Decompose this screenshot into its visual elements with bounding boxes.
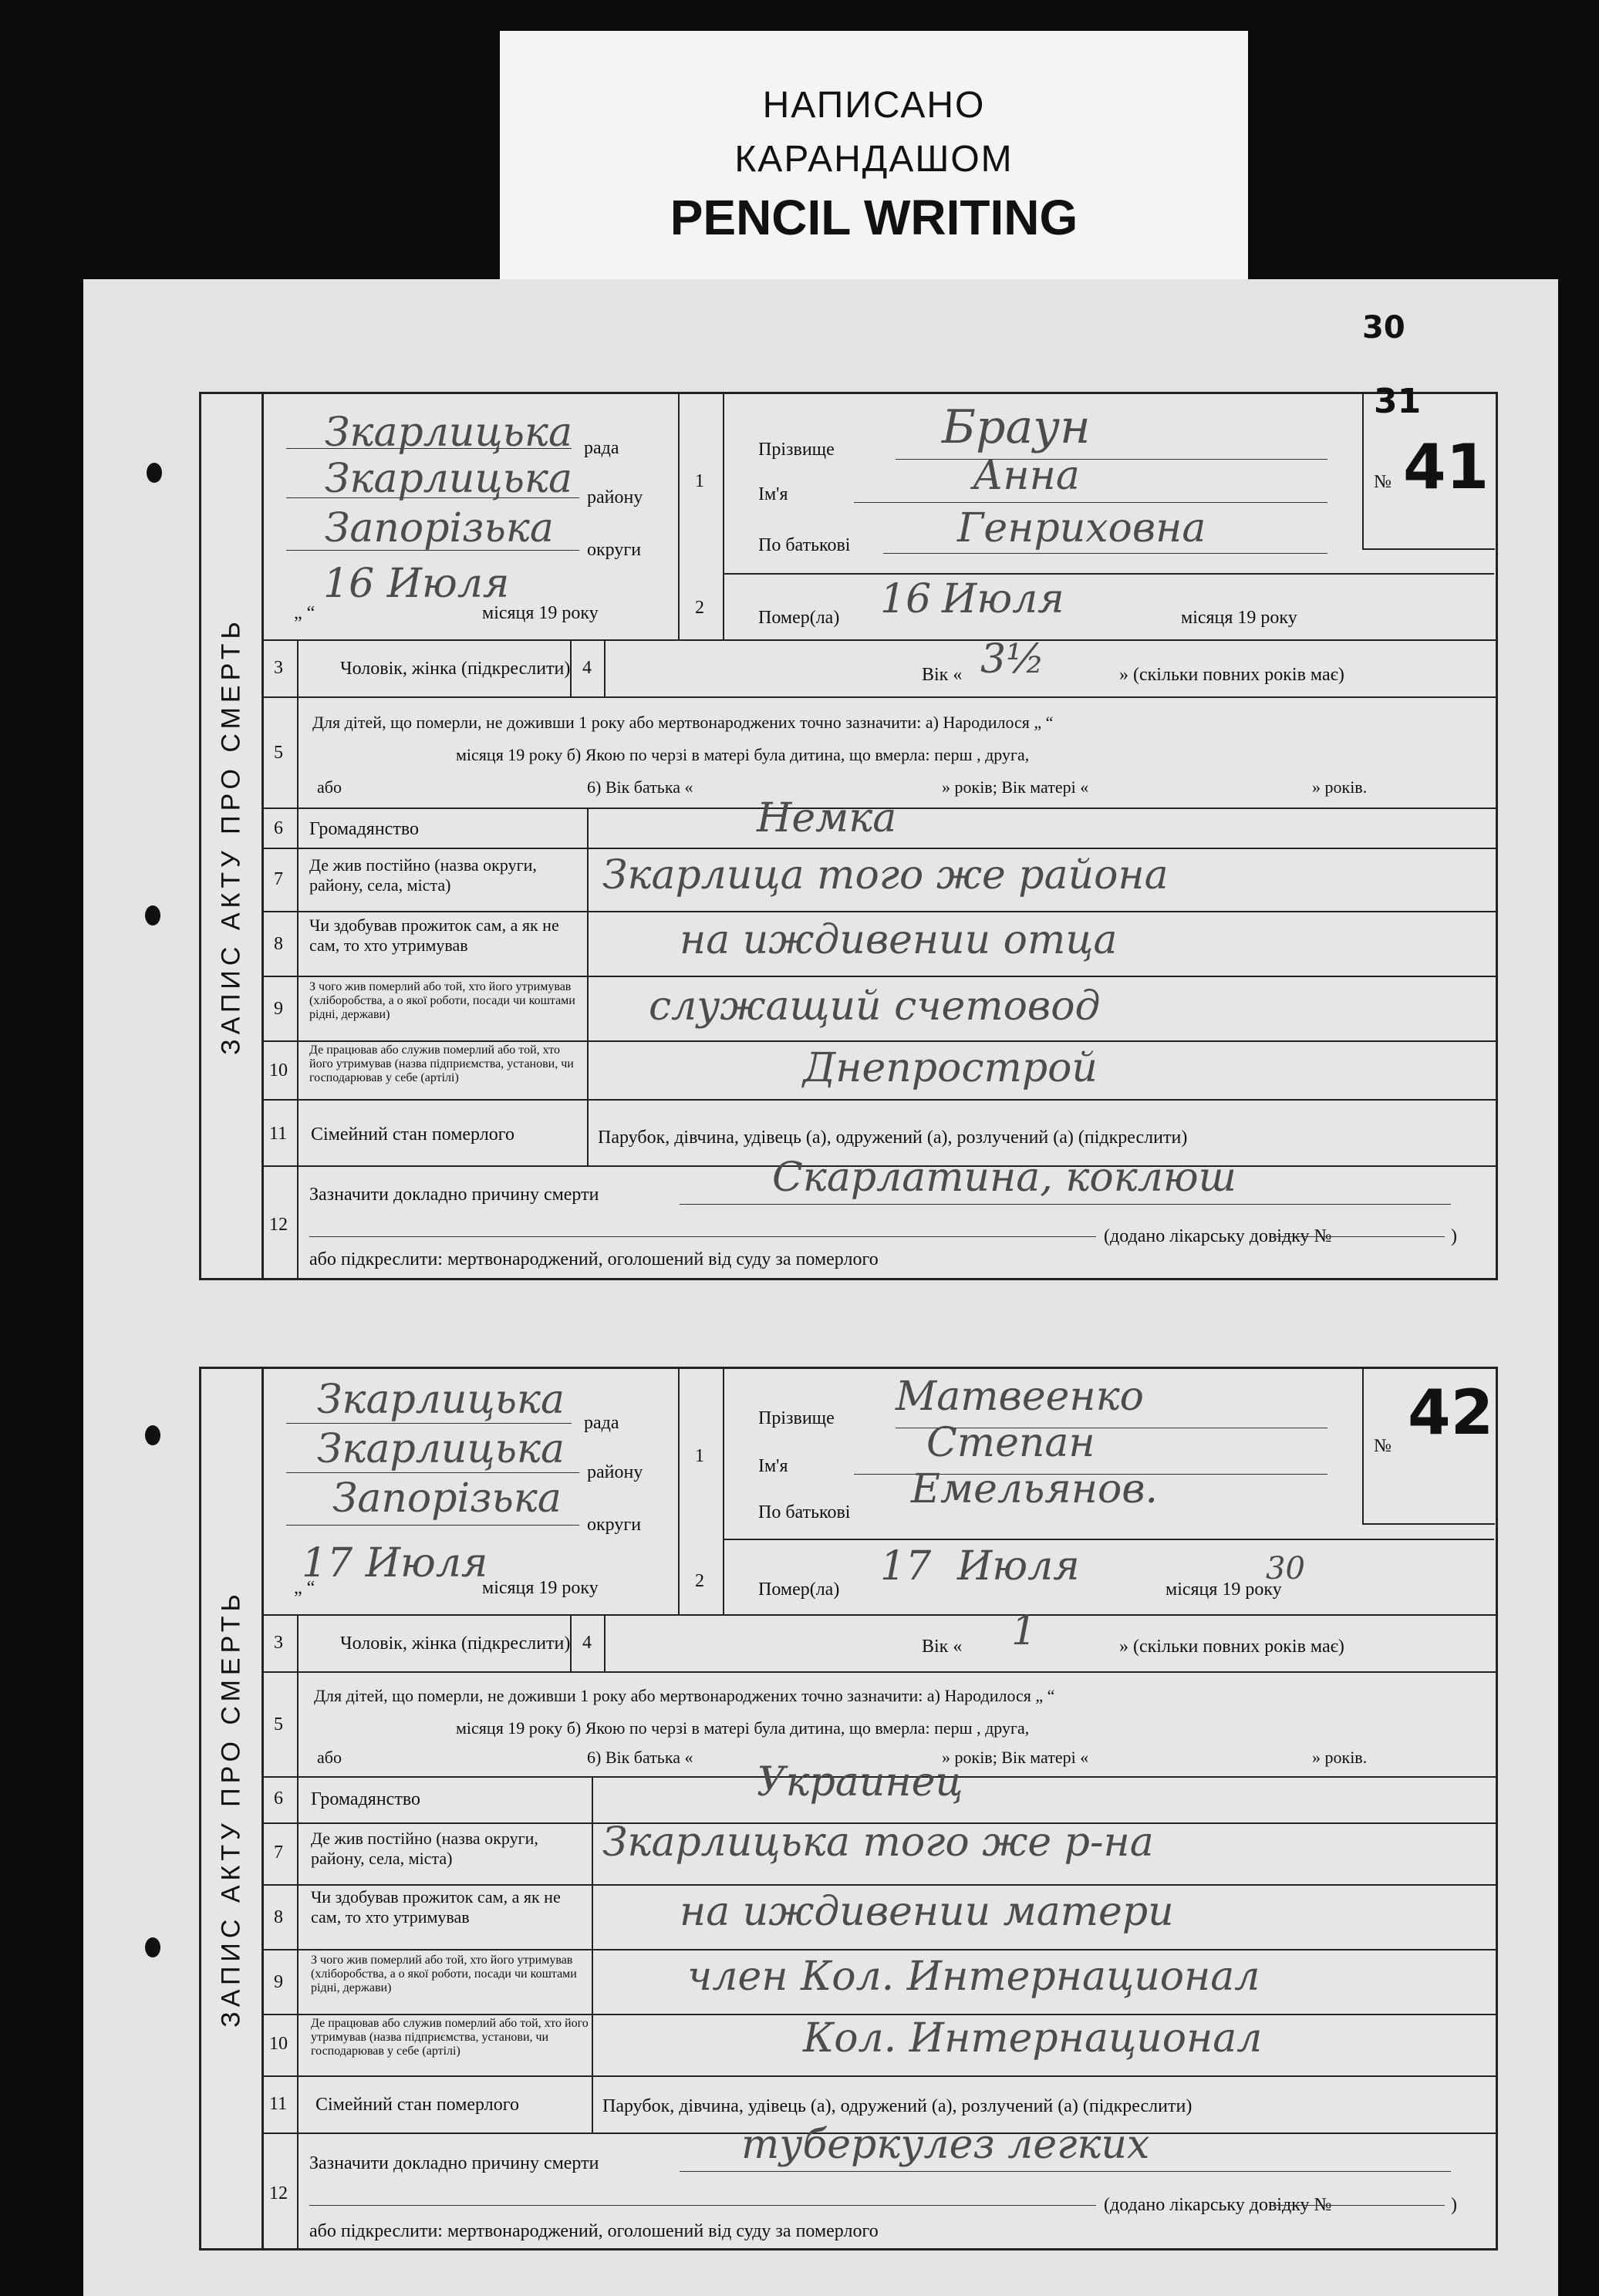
reg-month-year-label: місяця 19 року (482, 1578, 599, 1598)
death-year-value: 30 (1266, 1551, 1305, 1586)
label-line-2: КАРАНДАШОМ (734, 139, 1014, 180)
marital-options: Парубок, дівчина, удівець (а), одружений (а), розлучений (а) (підкреслити) (598, 1128, 1188, 1148)
reg-date-value: 17 Июля (302, 1540, 488, 1586)
age-label: Вік « (922, 1637, 963, 1657)
record-number-label: № (1374, 472, 1392, 492)
okrug-value: Запорізька (332, 1475, 562, 1522)
okrug-label: округи (587, 540, 642, 560)
record-number-old: 31 (1374, 382, 1422, 421)
rada-value: Зкарлицька (317, 1377, 565, 1423)
sex-label: Чоловік, жінка (підкреслити) (340, 1633, 571, 1654)
surname-label: Прізвище (758, 440, 835, 460)
surname-label: Прізвище (758, 1408, 835, 1428)
marital-label: Сімейний стан померлого (315, 2095, 519, 2115)
reg-date-quote: „ “ (294, 603, 315, 623)
death-day-value: 16 (880, 576, 932, 622)
employer-value: Кол. Интернационал (803, 2015, 1263, 2062)
death-month-value: Июля (957, 1543, 1080, 1590)
name-label: Ім'я (758, 1456, 788, 1476)
name-label: Ім'я (758, 484, 788, 504)
age-label: Вік « (922, 665, 963, 685)
death-month-year-label: місяця 19 року (1181, 608, 1297, 628)
page-number-top: 30 (1362, 310, 1405, 346)
citizenship-value: Немка (757, 795, 897, 841)
employer-value: Днепрострой (803, 1045, 1098, 1091)
children-line-3b: 6) Вік батька « (587, 1748, 693, 1767)
okrug-value: Запорізька (325, 505, 554, 551)
punch-hole (147, 463, 162, 483)
children-line-3a: або (317, 777, 342, 797)
children-line-3b: 6) Вік батька « (587, 777, 693, 797)
age-value: 3½ (980, 636, 1045, 683)
cause-value: Скарлатина, коклюш (772, 1155, 1236, 1201)
residence-label: Де жив постійно (назва округи, району, села, міста) (311, 1829, 538, 1868)
residence-value: Зкарлица того же района (602, 852, 1169, 899)
citizenship-value: Украинец (757, 1759, 963, 1805)
cause-note-end: ) (1451, 2195, 1457, 2215)
patronymic-value: Генриховна (957, 505, 1206, 551)
cause-value: туберкулез легких (741, 2122, 1150, 2168)
reg-month-year-label: місяця 19 року (482, 603, 599, 623)
reg-date-quote: „ “ (294, 1578, 315, 1598)
died-label: Помер(ла) (758, 1580, 840, 1600)
citizenship-label: Громадянство (309, 819, 419, 839)
children-line-3d: » років. (1312, 777, 1368, 797)
occupation-label: З чого жив померлий або той, хто його утримував (хліборобства, а о якої роботи, посади чи коштами рідні, держави) (309, 980, 575, 1021)
record-number-value: 41 (1403, 431, 1489, 503)
surname-value: Браун (942, 400, 1091, 454)
death-record-form-2: ЗАПИС АКТУ ПРО СМЕРТЬ рада Зкарлицька району Зкарлицька округи Запорізька „ “ 17 Июля місяця 19 року 1 2 Прізвище Матвеенко Ім'я Степан По батькові Емельянов. Помер(ла) 17 Июля місяця 19 року 30 № 42 3 Чоловік, жінка (підкреслити) 4 Вік « 1 » (скільки повних років має) 5 Для дітей, що померли, не доживши 1 року або мертвонароджених точно зазначити: а) Народилося „ “ місяця 19 року б) Якою по черзі в матері була дитина, що вмерла: перш , друга, або 6) Вік батька « » років; Вік матері « » років. 6 Громадянство Украинец 7 Де жив постійно (назва округи, району, села, міста) Зкарлицька того же р-на 8 Чи здобував прожиток сам, а як не сам, то хто утримував на иждивении матери 9 З чого жив померлий або той, хто його утримував (хліборобства, а о якої роботи, посади чи коштами рідні, держави) член Кол. Интернационал 10 Де працював або служив померлий або той, хто його утримував (назва підприємства, установи, чи господарював у себе (артілі) Кол. Интернационал 11 Сімейний стан померлого Парубок, дівчина, удівець (а), одружений (а), розлучений (а) (підкреслити) 12 Зазначити докладно причину смерти туберкулез легких (додано лікарську довідку № ) або підкреслити: мертвонароджений, оголошений від суду за померлого (199, 1367, 1498, 2250)
raion-value: Зкарлицька (325, 456, 572, 502)
age-suffix-label: » (скільки повних років має) (1119, 1637, 1344, 1657)
children-line-2: місяця 19 року б) Якою по черзі в матері була дитина, що вмерла: перш , друга, (456, 1718, 1030, 1738)
stillborn-label: або підкреслити: мертвонароджений, оголошений від суду за померлого (309, 1249, 879, 1269)
record-number-value: 42 (1408, 1377, 1494, 1448)
form-side-title-2: ЗАПИС АКТУ ПРО СМЕРТЬ (201, 1369, 264, 2248)
rada-value: Зкарлицька (325, 410, 572, 456)
age-value: 1 (1011, 1608, 1037, 1654)
sex-label: Чоловік, жінка (підкреслити) (340, 659, 571, 679)
children-line-3a: або (317, 1748, 342, 1767)
punch-hole (145, 1937, 160, 1957)
death-month-value: Июля (942, 576, 1064, 622)
death-month-year-label: місяця 19 року (1166, 1580, 1282, 1600)
children-line-1: Для дітей, що померли, не доживши 1 року або мертвонароджених точно зазначити: а) Народилося „ “ (312, 713, 1054, 732)
death-day-value: 17 (880, 1543, 932, 1590)
raion-label: району (587, 1462, 643, 1482)
occupation-value: служащий счетовод (649, 983, 1101, 1030)
rada-label: рада (584, 438, 619, 458)
livelihood-label: Чи здобував прожиток сам, а як не сам, то хто утримував (309, 915, 559, 955)
livelihood-value: на иждивении отца (680, 917, 1118, 963)
label-line-3: PENCIL WRITING (670, 190, 1078, 245)
form-side-title-1: ЗАПИС АКТУ ПРО СМЕРТЬ (201, 394, 264, 1278)
cause-note: (додано лікарську довідку № (1104, 2195, 1332, 2215)
patronymic-label: По батькові (758, 1502, 851, 1522)
rada-label: рада (584, 1413, 619, 1433)
died-label: Помер(ла) (758, 608, 840, 628)
surname-value: Матвеенко (896, 1374, 1144, 1420)
cause-note-end: ) (1451, 1226, 1457, 1246)
okrug-label: округи (587, 1515, 642, 1535)
reg-date-value: 16 Июля (323, 561, 510, 607)
marital-options: Парубок, дівчина, удівець (а), одружений (а), розлучений (а) (підкреслити) (602, 2096, 1193, 2116)
patronymic-label: По батькові (758, 535, 851, 555)
livelihood-value: на иждивении матери (680, 1889, 1174, 1935)
pencil-writing-label-card (500, 31, 1248, 279)
name-value: Анна (973, 453, 1080, 499)
punch-hole (145, 905, 160, 925)
record-number-label: № (1374, 1436, 1392, 1456)
children-line-3c: » років; Вік матері « (942, 1748, 1089, 1767)
cause-note: (додано лікарську довідку № (1104, 1226, 1332, 1246)
residence-value: Зкарлицька того же р-на (602, 1819, 1154, 1866)
death-record-form-1: ЗАПИС АКТУ ПРО СМЕРТЬ рада Зкарлицька району Зкарлицька округи Запорізька „ “ 16 Июля місяця 19 року 1 2 Прізвище Браун Ім'я Анна По батькові Генриховна Помер(ла) 16 Июля місяця 19 року № 31 41 3 Чоловік, жінка (підкреслити) 4 Вік « 3½ » (скільки повних років має) 5 Для дітей, що померли, не доживши 1 року або мертвонароджених точно зазначити: а) Народилося „ “ місяця 19 року б) Якою по черзі в матері була дитина, що вмерла: перш , друга, або 6) Вік батька « » років; Вік матері « » років. 6 Громадянство Немка 7 Де жив постійно (назва округи, району, села, міста) Зкарлица того же района 8 Чи здобував прожиток сам, а як не сам, то хто утримував на иждивении отца 9 З чого жив померлий або той, хто його утримував (хліборобства, а о якої роботи, посади чи коштами рідні, держави) служащий счетовод 10 Де працював або служив померлий або той, хто його утримував (назва підприємства, установи, чи господарював у себе (артілі) Днепрострой 11 Сімейний стан померлого Парубок, дівчина, удівець (а), одружений (а), розлучений (а) (підкреслити) 12 Зазначити докладно причину смерти Скарлатина, коклюш (додано лікарську довідку № ) або підкреслити: мертвонароджений, оголошений від суду за померлого (199, 392, 1498, 1280)
residence-label: Де жив постійно (назва округи, району, села, міста) (309, 855, 537, 895)
livelihood-label: Чи здобував прожиток сам, а як не сам, то хто утримував (311, 1887, 561, 1927)
occupation-label: З чого жив померлий або той, хто його утримував (хліборобства, а о якої роботи, посади чи коштами рідні, держави) (311, 1954, 577, 1994)
children-line-2: місяця 19 року б) Якою по черзі в матері була дитина, що вмерла: перш , друга, (456, 745, 1030, 764)
children-line-3d: » років. (1312, 1748, 1368, 1767)
cause-label: Зазначити докладно причину смерти (309, 1185, 599, 1205)
age-suffix-label: » (скільки повних років має) (1119, 665, 1344, 685)
name-value: Степан (926, 1420, 1095, 1466)
children-line-1: Для дітей, що померли, не доживши 1 року або мертвонароджених точно зазначити: а) Народилося „ “ (314, 1686, 1055, 1705)
occupation-value: член Кол. Интернационал (687, 1954, 1260, 2000)
citizenship-label: Громадянство (311, 1789, 420, 1809)
patronymic-value: Емельянов. (911, 1466, 1159, 1512)
stillborn-label: або підкреслити: мертвонароджений, оголошений від суду за померлого (309, 2221, 879, 2241)
cause-label: Зазначити докладно причину смерти (309, 2153, 599, 2173)
punch-hole (145, 1425, 160, 1445)
raion-value: Зкарлицька (317, 1426, 565, 1472)
children-line-3c: » років; Вік матері « (942, 777, 1089, 797)
employer-label: Де працював або служив померлий або той, хто його утримував (назва підприємства, установи, чи господарював у себе (артілі) (309, 1043, 574, 1084)
raion-label: району (587, 487, 643, 507)
marital-label: Сімейний стан померлого (311, 1124, 514, 1145)
employer-label: Де працював або служив померлий або той, хто його утримував (назва підприємства, установи, чи господарював у себе (артілі) (311, 2017, 589, 2058)
label-line-1: НАПИСАНО (762, 85, 986, 126)
